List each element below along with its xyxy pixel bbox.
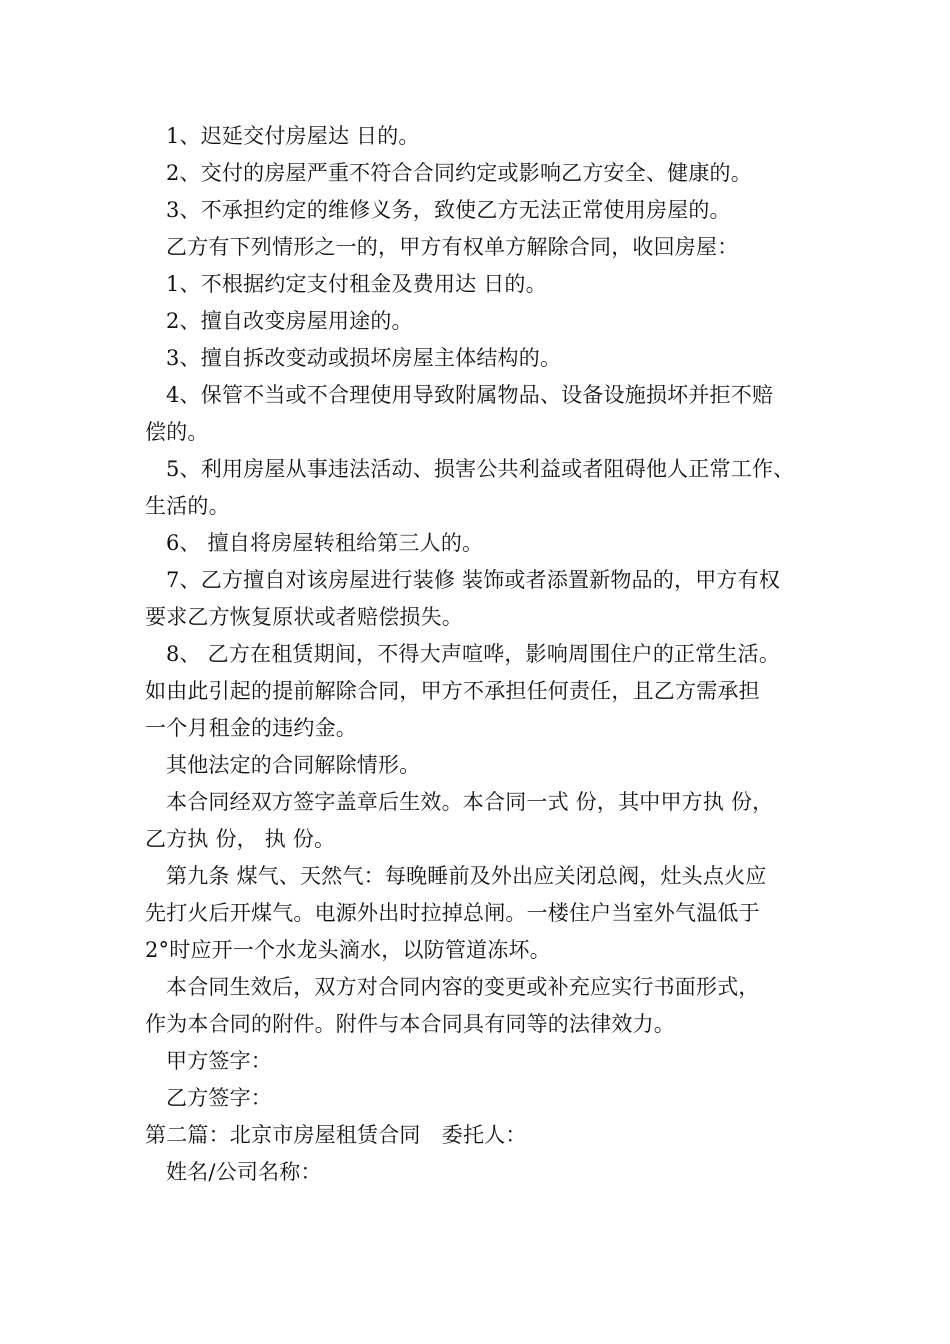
text-line: 1、不根据约定支付租金及费用达 日的。: [166, 272, 547, 296]
signature-label-party-b: 乙方签字：: [166, 1086, 272, 1110]
text-line: 生活的。: [145, 494, 230, 518]
text-line: 作为本合同的附件。附件与本合同具有同等的法律效力。: [145, 1012, 675, 1036]
text-line: 偿的。: [145, 420, 209, 444]
text-line: 姓名/公司名称：: [166, 1160, 322, 1184]
signature-label-party-a: 甲方签字：: [166, 1049, 272, 1073]
text-line: 2、擅自改变房屋用途的。: [166, 309, 413, 333]
text-line: 要求乙方恢复原状或者赔偿损失。: [145, 605, 463, 629]
text-line: 本合同经双方签字盖章后生效。本合同一式 份，其中甲方执 份，: [166, 790, 774, 814]
text-line: 本合同生效后，双方对合同内容的变更或补充应实行书面形式，: [166, 975, 760, 999]
text-line: 7、乙方擅自对该房屋进行装修 装饰或者添置新物品的，甲方有权: [166, 568, 781, 592]
text-line: 第九条 煤气、天然气：每晚睡前及外出应关闭总阀，灶头点火应: [166, 864, 767, 888]
text-line: 5、利用房屋从事违法活动、损害公共利益或者阻碍他人正常工作、: [166, 457, 795, 481]
section-heading: 第二篇：北京市房屋租赁合同 委托人：: [145, 1123, 527, 1147]
text-line: 3、擅自拆改变动或损坏房屋主体结构的。: [166, 346, 562, 370]
text-line: 其他法定的合同解除情形。: [166, 753, 421, 777]
text-line: 如由此引起的提前解除合同，甲方不承担任何责任，且乙方需承担: [145, 679, 760, 703]
text-line: 3、不承担约定的维修义务，致使乙方无法正常使用房屋的。: [166, 198, 731, 222]
text-line: 6、 擅自将房屋转租给第三人的。: [166, 531, 484, 555]
text-line: 乙方执 份， 执 份。: [145, 827, 336, 851]
text-line: 8、 乙方在租赁期间，不得大声喧哗，影响周围住户的正常生活。: [166, 642, 781, 666]
text-line: 2°时应开一个水龙头滴水，以防管道冻坏。: [145, 938, 551, 962]
text-line: 一个月租金的违约金。: [145, 716, 357, 740]
text-line: 1、迟延交付房屋达 日的。: [166, 124, 420, 148]
text-line: 2、交付的房屋严重不符合合同约定或影响乙方安全、健康的。: [166, 161, 752, 185]
text-line: 先打火后开煤气。电源外出时拉掉总闸。一楼住户当室外气温低于: [145, 901, 760, 925]
text-line: 4、保管不当或不合理使用导致附属物品、设备设施损坏并拒不赔: [166, 383, 774, 407]
text-line: 乙方有下列情形之一的，甲方有权单方解除合同，收回房屋：: [166, 235, 739, 259]
